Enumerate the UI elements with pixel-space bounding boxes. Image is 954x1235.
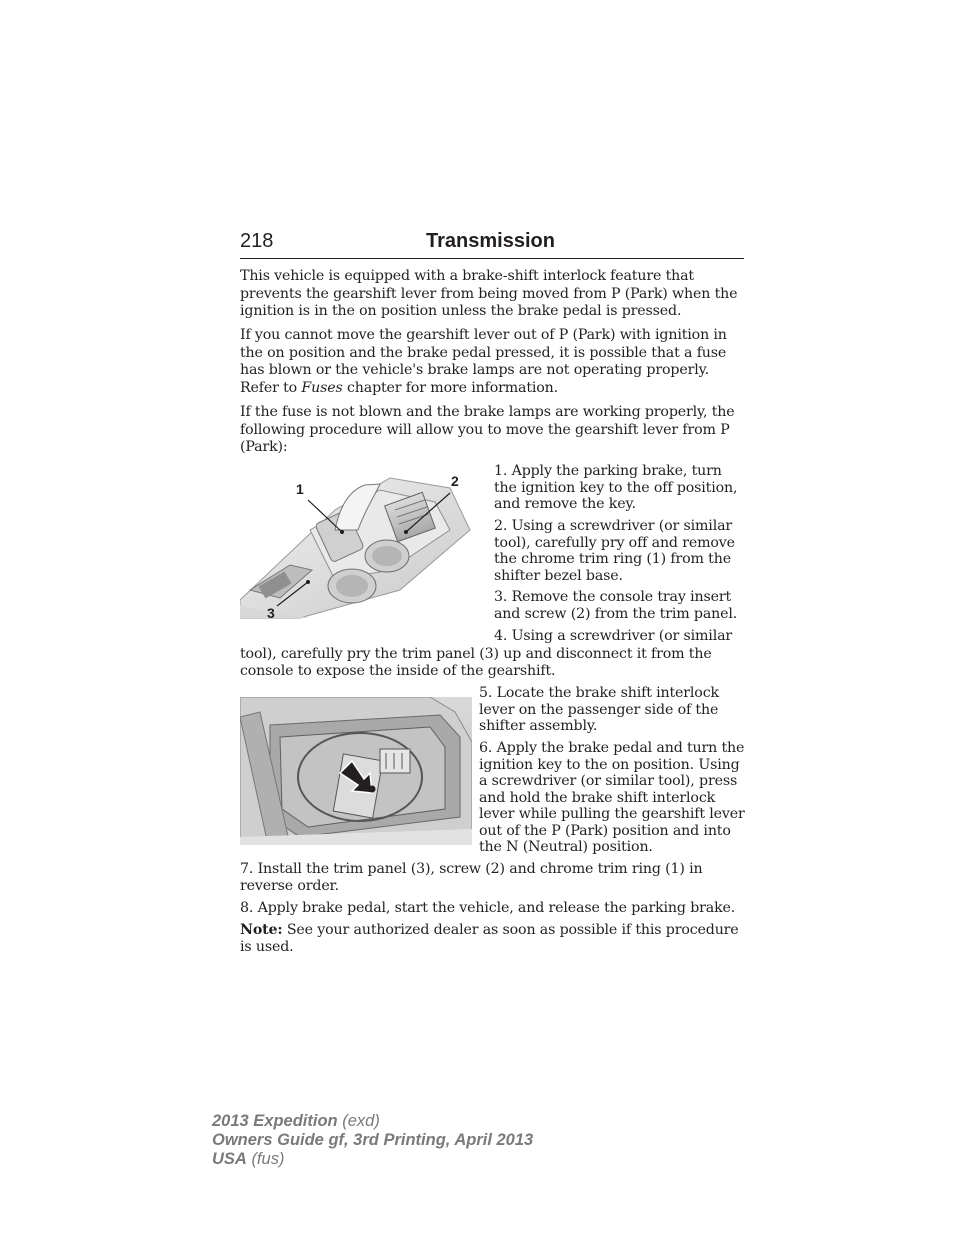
step-5: 5. Locate the brake shift interlock lever on the passenger side of the shifter assembly. [479,685,719,734]
fuses-reference: Fuses [301,379,343,396]
step-6: 6. Apply the brake pedal and turn the ignition key to the on position. Using a screwdriver (or similar tool), press and hold the brake shift interlock lever while pulling the gearshift lever out of the P (Park) position and into the N (Neutral) position. [479,740,745,855]
page-number: 218 [240,230,274,252]
step-3: 3. Remove the console tray insert and screw (2) from the trim panel. [494,589,738,622]
callout-2: 2 [451,473,459,489]
page-footer [212,1112,533,1169]
footer-model: 2013 Expedition [212,1112,338,1130]
page-header [240,228,744,259]
footer-guide: Owners Guide gf, 3rd Printing, April 2013 [212,1131,534,1149]
step-1: 1. Apply the parking brake, turn the ignition key to the off position, and remove the key. [494,463,738,512]
step-2: 2. Using a screwdriver (or similar tool), carefully pry off and remove the chrome trim ring (1) from the shifter bezel base. [494,518,735,584]
section-title: Transmission [426,230,555,252]
step-4-start: 4. Using a screwdriver (or similar [494,628,733,644]
footer-model-code: (exd) [342,1112,380,1130]
step-7: 7. Install the trim panel (3), screw (2) and chrome trim ring (1) in reverse order. [240,861,703,894]
step-8: 8. Apply brake pedal, start the vehicle, and release the parking brake. [240,900,736,916]
footer-market: USA [212,1150,247,1168]
note-text: See your authorized dealer as soon as possible if this procedure is used. [240,922,739,955]
step-4-continued: tool), carefully pry the trim panel (3) up and disconnect it from the console to expose the inside of the gearshift. [240,646,712,679]
note [240,922,746,955]
interlock-lever-illustration [240,697,472,845]
paragraph-fuse-check-tail: chapter for more information. [342,379,559,396]
paragraph-interlock-intro: This vehicle is equipped with a brake-shift interlock feature that prevents the gearshift lever from being moved from P (Park) when the ignition is in the on position unless the brake pedal is pressed. [240,268,738,319]
callout-3: 3 [267,605,275,620]
paragraph-procedure-intro: If the fuse is not blown and the brake lamps are working properly, the following procedure will allow you to move the gearshift lever from P (Park): [240,404,735,455]
note-label: Note: [240,922,283,938]
console-shifter-illustration [240,470,488,620]
callout-1: 1 [296,481,304,497]
paragraph-fuse-check-text: If you cannot move the gearshift lever out of P (Park) with ignition in the on position and the brake pedal pressed, it is possible that a fuse has blown or the vehicle's brake lamps are not operating properly. Refer to [240,327,727,396]
paragraph-fuse-check [240,327,746,397]
footer-market-code: (fus) [251,1150,285,1168]
